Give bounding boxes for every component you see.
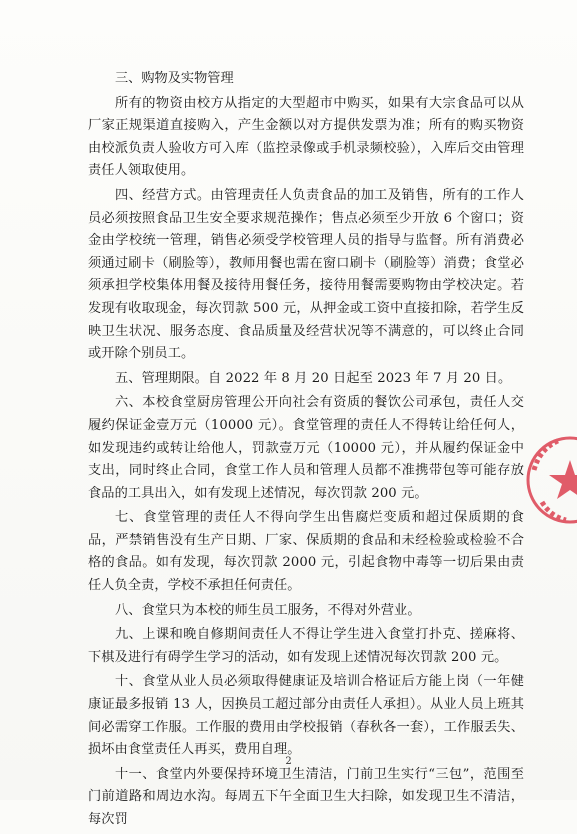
paragraph-food-safety: 七、食堂管理的责任人不得向学生出售腐烂变质和超过保质期的食品，严禁销售没有生产日期、厂家、保质期的食品和未经检验或检验不合格的食品。如有发现，每次罚款 2000 元，引起食物中毒等一切后果由责任人负全责，学校不承担任何责任。	[88, 510, 524, 594]
official-seal-stamp	[520, 430, 577, 530]
page-number: 2	[285, 756, 292, 767]
paragraph-purchasing: 所有的物资由校方从指定的大型超市中购买，如果有大宗食品可以从厂家正规渠道直接购入，产生金额以对方提供发票为准；所有的购买物资由校派负责人验收方可入库（监控录像或手机录频校验），入库后交由管理责任人领取使用。	[88, 95, 524, 179]
paragraph-study-time-rules: 九、上课和晚自修期间责任人不得让学生进入食堂打扑克、搓麻将、下棋及进行有碍学生学习的活动，如有发现上述情况每次罚款 200 元。	[88, 627, 524, 665]
paragraph-service-scope: 八、食堂只为本校的师生员工服务，不得对外营业。	[115, 602, 421, 618]
paragraph-contracting-deposit: 六、本校食堂厨房管理公开向社会有资质的餐饮公司承包，责任人交履约保证金壹万元（10000 元）。食堂管理的责任人不得转让给任何人，如发现违约或转让给他人，罚款壹万元（10000 元），并从履约保证金中支出，同时终止合同，食堂工作人员和管理人员都不准携带包等可能存放食品的工具出入，如有发现上述情况，每次罚款 200 元。	[88, 395, 524, 501]
section-heading-purchasing: 三、购物及实物管理	[115, 71, 234, 86]
paragraph-operation-mode: 四、经营方式。由管理责任人负责食品的加工及销售，所有的工作人员必须按照食品卫生安全要求规范操作；售点必须至少开放 6 个窗口；资金由学校统一管理，销售必须受学校管理人员的指导与监督。所有消费必须通过刷卡（刷脸等），教师用餐也需在窗口刷卡（刷脸等）消费；食堂必须承担学校集体用餐及接待用餐任务，接待用餐需要购物由学校决定。若发现有收取现金，每次罚款 500 元，从押金或工资中直接扣除，若学生反映卫生状况、服务态度、食品质量及经营状况等不满意的，可以终止合同或开除个别员工。	[88, 187, 524, 362]
paragraph-hygiene: 十一、食堂内外要保持环境卫生清洁，门前卫生实行“三包”，范围至门前道路和周边水沟。每周五下午全面卫生大扫除，如发现卫生不清洁，每次罚	[88, 766, 524, 827]
document-body	[88, 68, 524, 834]
paragraph-health-certificates: 十、食堂从业人员必须取得健康证及培训合格证后方能上岗（一年健康证最多报销 13 人，因换员工超过部分由责任人承担）。从业人员上班其间必需穿工作服。工作服的费用由学校报销（春秋各一套），工作服丢失、损坏由食堂责任人再买，费用自理。	[88, 674, 524, 758]
paragraph-management-period: 五、管理期限。自 2022 年 8 月 20 日起至 2023 年 7 月 20 日。	[115, 370, 512, 386]
